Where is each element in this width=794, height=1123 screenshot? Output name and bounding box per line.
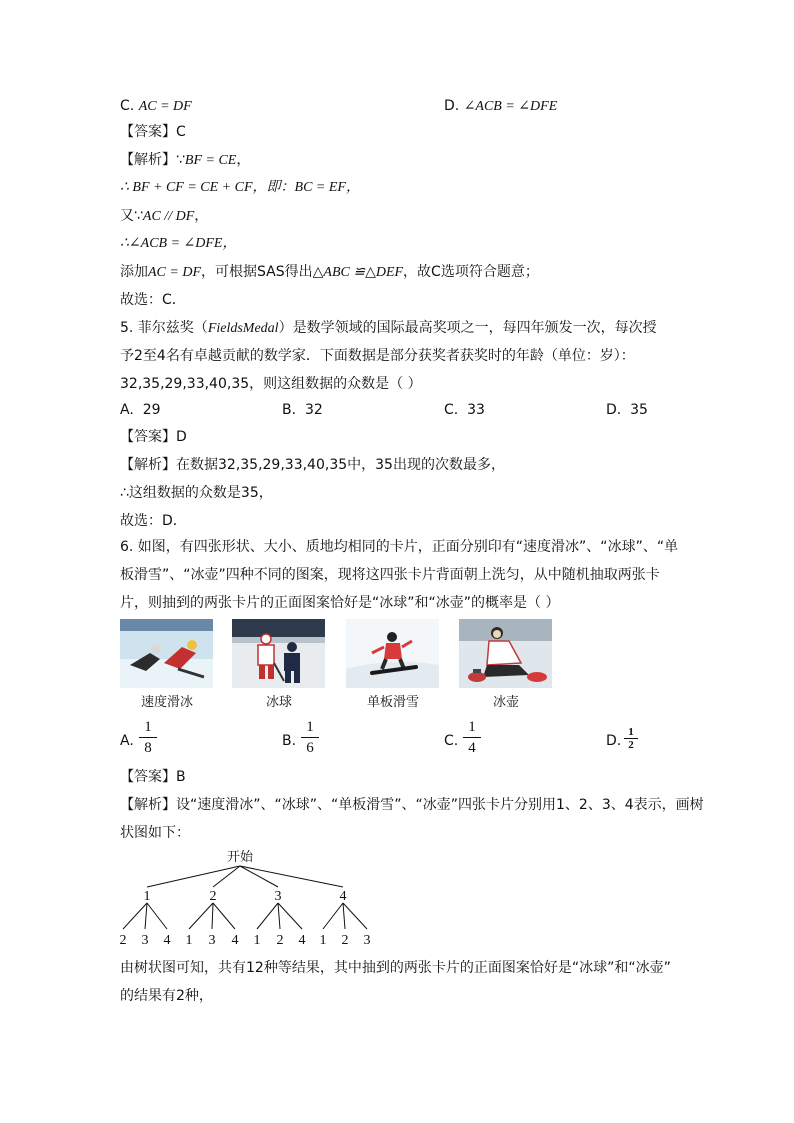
tree-node-3: 3 (274, 889, 282, 904)
q4-option-c (120, 96, 192, 117)
denominator: 2 (628, 739, 634, 751)
q5-option-d (606, 400, 648, 420)
option-expr: ∠ACB = ∠DFE (463, 99, 558, 114)
q6-option-a-label: A. (120, 733, 134, 749)
q5-option-c (444, 400, 485, 420)
q6-option-d-fraction (624, 727, 638, 750)
tree-leaf: 2 (119, 933, 127, 948)
caption-curling: 冰壶 (492, 695, 519, 710)
q5-option-a (120, 400, 161, 420)
q4-answer: 【答案】C (120, 124, 186, 140)
curling-photo (459, 619, 552, 688)
tree-leaf: 2 (276, 933, 284, 948)
q6-analysis-line4: 的结果有2种， (120, 988, 213, 1004)
tree-leaf: 4 (231, 933, 239, 948)
option-label: D. (444, 98, 460, 114)
option-value: 32 (304, 402, 323, 418)
numerator: 1 (628, 726, 634, 738)
caption-ice-hockey: 冰球 (265, 695, 292, 710)
fraction-bar (301, 737, 319, 738)
tree-root: 开始 (226, 850, 254, 865)
text: ）是数学领域的国际最高奖项之一，每四年颁发一次，每次授 (278, 320, 657, 336)
q4-analysis-line4: ∴∠ACB = ∠DFE， (120, 236, 237, 251)
tree-node-2: 2 (209, 889, 217, 904)
tree-leaf: 3 (363, 933, 371, 948)
caption-snowboarding: 单板滑雪 (366, 695, 419, 710)
expr: AC // DF (142, 209, 195, 224)
q5-stem-line2: 予2至4名有卓越贡献的数学家．下面数据是部分获奖者获奖时的年龄（单位：岁）： (120, 348, 635, 364)
q6-option-c-label: C. (444, 733, 459, 749)
q5-option-b (282, 400, 323, 420)
q5-stem-line1 (120, 318, 657, 339)
tree-diagram (110, 845, 380, 950)
numerator: 1 (468, 719, 476, 735)
text: ，故C选项符合题意； (403, 264, 539, 280)
q5-analysis-line3: 故选：D． (120, 513, 187, 529)
tree-leaf: 3 (141, 933, 149, 948)
q6-option-a-fraction (139, 719, 157, 756)
text: ， (236, 152, 251, 168)
tree-leaf: 1 (253, 933, 261, 948)
text: 5. 菲尔兹奖（ (120, 320, 208, 336)
text: ，可根据SAS得出 (201, 264, 313, 280)
q4-option-d (444, 96, 557, 117)
text: 【解析】∵ (120, 152, 185, 168)
q4-analysis-line5 (120, 262, 539, 283)
text: 添加 (120, 264, 148, 280)
denominator: 4 (468, 740, 476, 756)
q5-analysis-line1: 【解析】在数据32,35,29,33,40,35中，35出现的次数最多， (120, 457, 505, 473)
q5-answer: 【答案】D (120, 429, 187, 445)
q6-option-c-fraction (463, 719, 481, 756)
q6-option-b-label: B. (282, 733, 297, 749)
tree-leaf: 3 (208, 933, 216, 948)
q6-analysis-line2: 状图如下： (120, 825, 190, 841)
tree-leaf: 4 (298, 933, 306, 948)
q6-option-b-fraction (301, 719, 319, 756)
fraction-bar (463, 737, 481, 738)
option-label: B. (282, 402, 297, 418)
option-label: C. (120, 98, 135, 114)
q5-analysis-line2: ∴这组数据的众数是35， (120, 485, 273, 501)
option-value: 29 (142, 402, 161, 418)
expr: FieldsMedal (207, 321, 279, 336)
q5-stem-line3: 32,35,29,33,40,35，则这组数据的众数是（ ） (120, 376, 422, 392)
numerator: 1 (144, 719, 152, 735)
fraction-bar (139, 737, 157, 738)
tree-node-1: 1 (143, 889, 151, 904)
option-value: 33 (467, 402, 485, 418)
q4-analysis-line2: ∴ BF + CF = CE + CF，即：BC = EF， (120, 180, 360, 195)
q6-option-d-label: D. (606, 733, 622, 749)
speed-skating-photo (120, 619, 213, 688)
caption-speed-skating: 速度滑冰 (140, 695, 193, 710)
tree-leaf: 1 (319, 933, 327, 948)
q6-stem-line3: 片，则抽到的两张卡片的正面图案恰好是“冰球”和“冰壶”的概率是（ ） (120, 595, 560, 611)
text: ， (194, 208, 209, 224)
expr: AC = DF (148, 265, 201, 280)
option-label: A. (120, 402, 134, 418)
option-value: 35 (630, 402, 648, 418)
option-label: D. (606, 402, 622, 418)
tree-leaf: 2 (341, 933, 349, 948)
denominator: 6 (306, 740, 314, 756)
tree-leaf: 1 (185, 933, 193, 948)
denominator: 8 (144, 740, 152, 756)
option-expr: AC = DF (138, 99, 192, 114)
snowboarding-photo (346, 619, 439, 688)
q4-analysis-line1 (120, 150, 250, 171)
numerator: 1 (306, 719, 314, 735)
tree-edges (123, 866, 367, 929)
option-label: C. (444, 402, 459, 418)
tree-leaf: 4 (163, 933, 171, 948)
q6-stem-line2: 板滑雪”、“冰壶”四种不同的图案，现将这四张卡片背面朝上洗匀，从中随机抽取两张卡 (120, 567, 660, 583)
q4-analysis-line6: 故选：C． (120, 292, 186, 308)
tree-node-4: 4 (339, 889, 347, 904)
q6-analysis-line1: 【解析】设“速度滑冰”、“冰球”、“单板滑雪”、“冰壶”四张卡片分别用1、2、3、4表示，画树 (120, 797, 704, 813)
expr: △ABC ≌△DEF (312, 265, 404, 280)
text: 又∵ (120, 208, 143, 224)
q6-stem-line1: 6. 如图，有四张形状、大小、质地均相同的卡片，正面分别印有“速度滑冰”、“冰球”、“单 (120, 539, 679, 555)
expr: BF = CE (184, 153, 237, 168)
q6-analysis-line3: 由树状图可知，共有12种等结果，其中抽到的两张卡片的正面图案恰好是“冰球”和“冰壶” (120, 960, 671, 976)
q6-answer: 【答案】B (120, 769, 186, 785)
q4-analysis-line3 (120, 206, 208, 227)
ice-hockey-photo (232, 619, 325, 688)
